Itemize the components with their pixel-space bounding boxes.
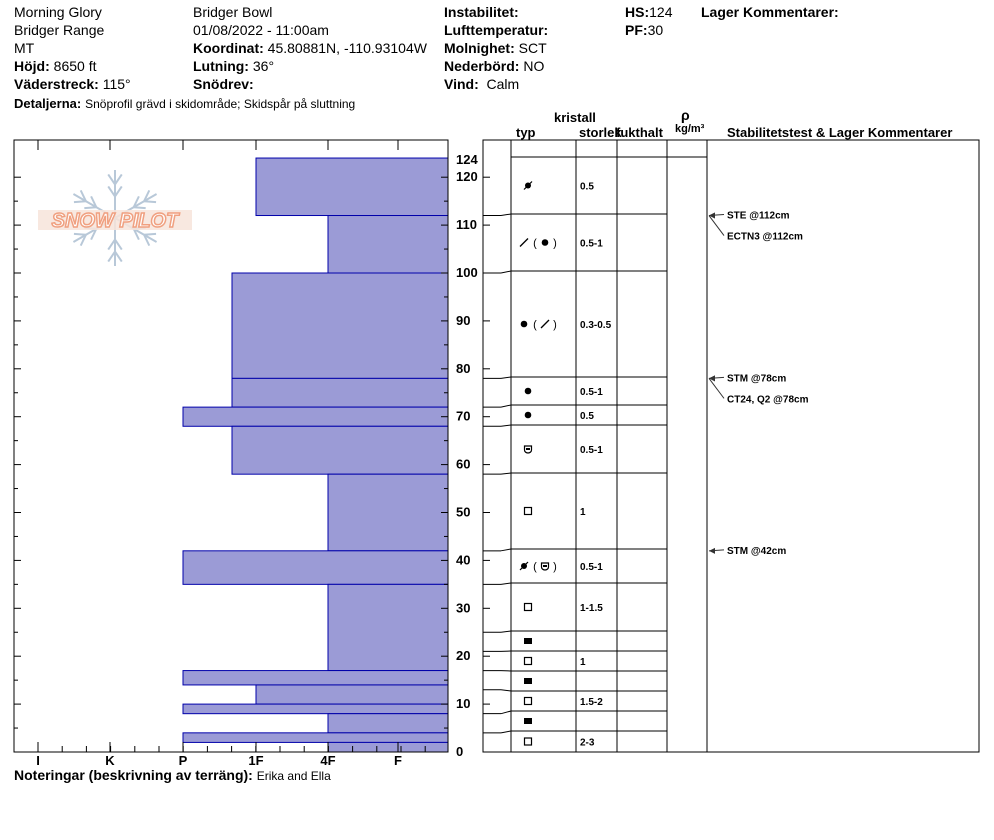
grain-symbol <box>521 319 557 331</box>
rg-icon <box>525 388 532 395</box>
drift-label: Snödrev: <box>193 76 254 92</box>
density-unit-header: kg/m³ <box>675 123 705 135</box>
hardness-bar <box>183 671 448 685</box>
depth-connector <box>501 583 511 584</box>
grain-symbol <box>525 738 532 745</box>
flake-branch <box>115 174 122 184</box>
grain-size: 1.5-2 <box>580 697 603 708</box>
grain-size: 1-1.5 <box>580 603 603 614</box>
y-tick-label: 40 <box>456 552 471 568</box>
hardness-bar <box>232 426 448 474</box>
grain-symbol <box>520 561 557 573</box>
y-tick-label: 80 <box>456 360 471 376</box>
state-name: MT <box>14 40 35 56</box>
hardness-bar <box>328 742 448 752</box>
logo-text: SNOW PILOT <box>51 210 179 232</box>
sky-value: SCT <box>518 40 547 56</box>
fcxr-icon-core <box>526 448 530 450</box>
hardness-bars <box>183 158 448 752</box>
grain-symbol <box>525 508 532 515</box>
grain-symbol <box>524 182 532 190</box>
grain-size: 0.5-1 <box>580 387 603 398</box>
grain-size: 0.5-1 <box>580 445 603 456</box>
x-tick-label: I <box>36 753 40 768</box>
depth-connector <box>501 473 511 474</box>
y-tick-label: 70 <box>456 408 471 424</box>
snowpilot-logo <box>38 170 192 266</box>
fc-icon <box>525 658 532 665</box>
flake-branch <box>144 201 156 202</box>
details-label: Detaljerna: <box>14 96 82 111</box>
y-tick-label: 0 <box>456 744 464 759</box>
y-tick-label: 110 <box>456 217 477 233</box>
hardness-bar <box>183 551 448 585</box>
test-arrow-line <box>709 378 724 398</box>
if-icon <box>524 638 532 644</box>
hardness-bar <box>183 733 448 743</box>
coordinate-value: 45.80881N, -110.93104W <box>267 40 427 56</box>
test-label: STM @78cm <box>727 373 787 385</box>
flake-branch <box>108 174 115 184</box>
flake-branch <box>115 186 122 196</box>
observation-datetime: 01/08/2022 - 11:00am <box>193 22 329 38</box>
flake-branch <box>108 186 115 196</box>
x-tick-label: P <box>178 753 188 768</box>
rg-icon <box>525 412 532 419</box>
size-header: storlek <box>579 125 622 140</box>
y-tick-label: 124 <box>456 152 478 168</box>
grain-symbol <box>525 446 532 453</box>
grain-symbol <box>525 698 532 705</box>
flake-branch <box>134 207 146 208</box>
aspect-label: Väderstreck: <box>14 76 99 92</box>
grain-size: 0.3-0.5 <box>580 320 612 331</box>
slope-value: 36° <box>252 58 275 74</box>
precip-label: Nederbörd: <box>444 58 520 74</box>
flake-branch <box>108 252 115 262</box>
hardness-bar <box>183 704 448 714</box>
depth-connector <box>501 690 511 691</box>
grain-symbol <box>525 388 532 395</box>
moisture-header: fukthalt <box>616 125 663 140</box>
flake-branch <box>74 234 86 235</box>
flake-branch <box>74 201 86 202</box>
location-name: Morning Glory <box>14 4 102 20</box>
hardness-bar <box>256 685 448 704</box>
precip-value: NO <box>523 58 545 74</box>
notes-label: Noteringar (beskrivning av terräng): <box>14 767 253 783</box>
hardness-bar <box>256 158 448 215</box>
test-label: STE @112cm <box>727 210 790 222</box>
paren-glyph: ( <box>533 561 537 573</box>
test-label: ECTN3 @112cm <box>727 231 803 243</box>
wind-value: Calm <box>486 76 520 92</box>
paren-glyph: ) <box>553 319 557 331</box>
elevation-value: 8650 ft <box>53 58 97 74</box>
coordinate-label: Koordinat: <box>193 40 264 56</box>
range-name: Bridger Range <box>14 22 105 38</box>
depth-connector <box>501 549 511 551</box>
y-tick-label: 90 <box>456 312 471 328</box>
fc-icon <box>525 604 532 611</box>
grain-size: 1 <box>580 507 586 518</box>
grain-size: 0.5-1 <box>580 562 603 573</box>
wind-label: Vind: <box>444 76 479 92</box>
pp-icon <box>541 320 549 328</box>
y-tick-label: 10 <box>456 696 471 712</box>
y-tick-label: 60 <box>456 456 471 472</box>
hardness-bar <box>328 584 448 670</box>
grain-symbol <box>525 604 532 611</box>
paren-glyph: ( <box>533 237 537 250</box>
crystal-header: kristall <box>554 110 596 125</box>
paren-glyph: ) <box>553 561 557 573</box>
x-tick-label: K <box>105 753 115 768</box>
depth-connector <box>501 405 511 407</box>
depth-connector <box>501 631 511 632</box>
slope-label: Lutning: <box>193 58 249 74</box>
depth-connector <box>501 271 511 273</box>
instability-label: Instabilitet: <box>444 4 519 20</box>
fc-icon <box>525 738 532 745</box>
hardness-bar <box>328 474 448 551</box>
hardness-bar <box>328 216 448 273</box>
depth-connector <box>501 214 511 216</box>
x-tick-label: 4F <box>320 753 336 768</box>
details-value: Snöprofil grävd i skidområde; Skidspår på sluttning <box>85 97 356 111</box>
y-tick-label: 20 <box>456 648 471 664</box>
hs-label: HS: <box>625 4 650 20</box>
hardness-bar <box>183 407 448 426</box>
rg-icon <box>521 321 528 328</box>
flake-branch <box>108 240 115 250</box>
fc-icon <box>525 698 532 705</box>
aspect-value: 115° <box>102 76 131 92</box>
depth-connector <box>501 377 511 378</box>
grain-symbol <box>525 658 532 665</box>
grain-symbol <box>520 238 557 250</box>
depth-connector <box>501 711 511 714</box>
stability-tests <box>709 211 809 557</box>
grain-symbol <box>524 718 532 724</box>
test-label: CT24, Q2 @78cm <box>727 394 809 406</box>
rho-header: ρ <box>681 107 690 123</box>
y-tick-label: 30 <box>456 600 471 616</box>
hs-value: 124 <box>649 4 673 20</box>
hardness-bar <box>232 378 448 407</box>
grain-symbol <box>524 678 532 684</box>
notes-value: Erika and Ella <box>256 769 331 783</box>
flake-branch <box>115 252 122 262</box>
flake-branch <box>115 240 122 250</box>
test-label: STM @42cm <box>727 545 787 557</box>
elevation-label: Höjd: <box>14 58 50 74</box>
if-icon <box>524 718 532 724</box>
grain-size: 0.5-1 <box>580 238 603 250</box>
y-tick-label: 100 <box>456 265 478 280</box>
grain-size: 1 <box>580 657 586 668</box>
pf-value: 30 <box>647 22 664 38</box>
x-tick-label: 1F <box>248 753 264 768</box>
grain-size: 2-3 <box>580 737 595 749</box>
paren-glyph: ( <box>533 319 537 331</box>
test-arrow-head <box>709 548 715 554</box>
test-arrow-head <box>709 213 715 219</box>
test-arrow-head <box>709 375 715 381</box>
grain-size: 0.5 <box>580 181 594 193</box>
grain-symbol <box>524 638 532 644</box>
pp-icon <box>520 239 528 247</box>
area-name: Bridger Bowl <box>193 4 273 20</box>
grain-size: 0.5 <box>580 411 594 422</box>
fcxr-icon-core <box>543 565 547 567</box>
layer-comments-heading: Lager Kommentarer: <box>701 4 839 20</box>
stability-header: Stabilitetstest & Lager Kommentarer <box>727 125 953 140</box>
x-tick-label: F <box>394 753 402 768</box>
fc-icon <box>525 508 532 515</box>
flake-branch <box>84 207 96 208</box>
paren-glyph: ) <box>553 237 557 250</box>
if-icon <box>524 678 532 684</box>
flake-branch <box>144 234 156 235</box>
grain-symbol <box>525 412 532 419</box>
pf-label: PF: <box>625 22 648 38</box>
test-arrow-line <box>709 216 724 236</box>
depth-connector <box>501 425 511 426</box>
depth-connector <box>501 731 511 733</box>
hardness-bar <box>328 714 448 733</box>
sky-label: Molnighet: <box>444 40 515 56</box>
hardness-bar <box>232 273 448 378</box>
type-header: typ <box>516 125 536 140</box>
rg-icon <box>542 239 549 246</box>
airtemp-label: Lufttemperatur: <box>444 22 549 38</box>
y-tick-label: 120 <box>456 169 478 185</box>
y-tick-label: 50 <box>456 504 471 520</box>
